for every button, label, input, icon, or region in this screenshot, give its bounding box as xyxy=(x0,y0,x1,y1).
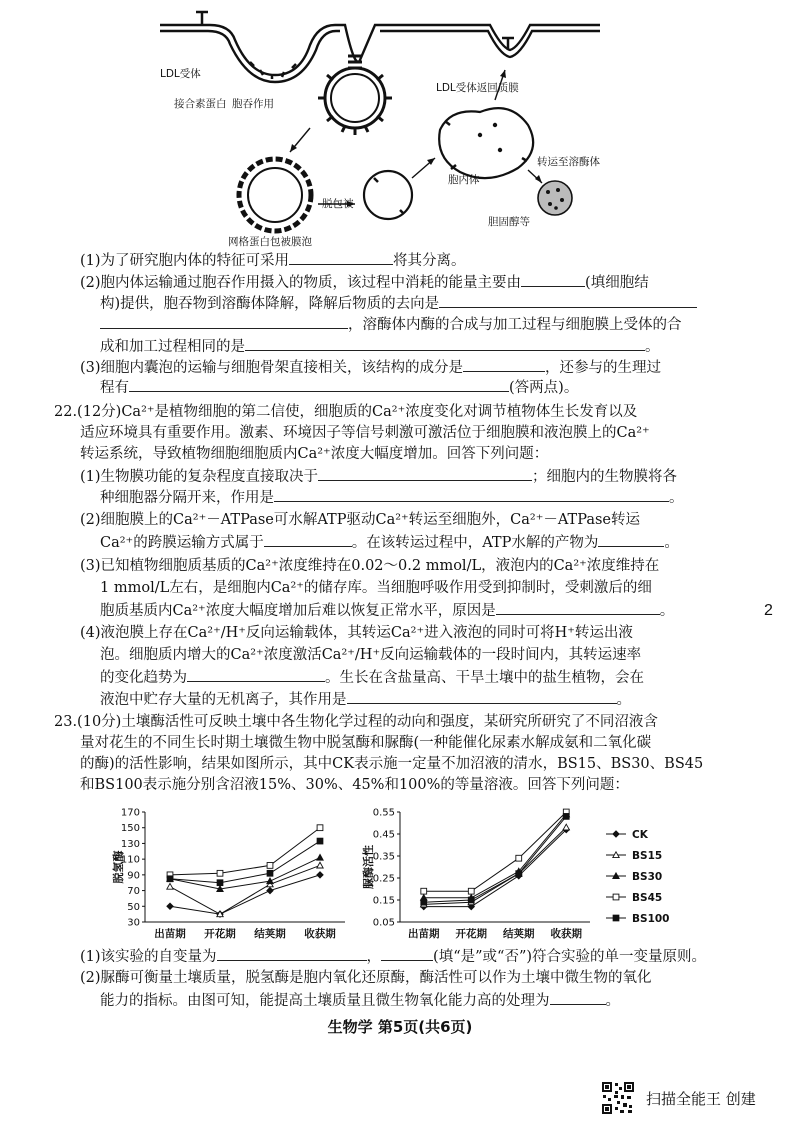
q22-p3a: (3)已知植物细胞质基质的Ca²⁺浓度维持在0.02～0.2 mmol/L，液泡内的Ca²⁺浓度维持在 xyxy=(80,558,660,574)
q22-p2b-mid: 。在该转运过程中，ATP水解的产物为 xyxy=(351,535,599,551)
q23-blank-3[interactable] xyxy=(550,990,606,1005)
q22-blank-6[interactable] xyxy=(187,667,325,682)
q22-blank-5[interactable] xyxy=(496,600,660,615)
q22-blank-7[interactable] xyxy=(347,689,617,704)
q23-blank-1[interactable] xyxy=(217,946,367,961)
q21-p2a: (2)胞内体运输通过胞吞作用摄入的物质，该过程中消耗的能量主要由 xyxy=(80,275,522,291)
chart2-data-point xyxy=(421,899,427,905)
q22-line-1: 22.(12分)Ca²⁺是植物细胞的第二信使，细胞质的Ca²⁺浓度变化对调节植物体生长发育以及 xyxy=(54,404,638,420)
chart1-data-point xyxy=(167,883,173,889)
q21-blank-5[interactable] xyxy=(245,336,645,351)
chart1-x-tick-label: 开花期 xyxy=(204,928,236,940)
q21-p1: (1)为了研究胞内体的特征可采用 xyxy=(80,253,290,269)
chart1-y-tick-label: 90 xyxy=(127,870,140,882)
q22-p3c: 胞质基质内Ca²⁺浓度大幅度增加后难以恢复正常水平，原因是 xyxy=(100,603,496,619)
q23-p1-tail: (填“是”或“否”)符合实验的单一变量原则。 xyxy=(433,949,707,965)
q23-p1: (1)该实验的自变量为 xyxy=(80,949,217,965)
chart1-y-tick-label: 170 xyxy=(120,807,140,819)
q22-p1a: (1)生物膜功能的复杂程度直接取决于 xyxy=(80,469,319,485)
chart1-data-point xyxy=(217,880,223,886)
q21-p3a-tail: ，还参与的生理过 xyxy=(545,360,662,376)
chart1-x-tick-label: 结荚期 xyxy=(254,928,286,940)
chart1-data-point xyxy=(317,854,323,860)
chart2-data-point xyxy=(421,888,427,894)
chart2-series-line xyxy=(424,812,567,891)
q22-p4d: 液泡中贮存大量的无机离子，其作用是 xyxy=(100,692,347,708)
chart1-y-tick-label: 50 xyxy=(127,901,140,913)
brand-label: 扫描全能王 创建 xyxy=(646,1090,756,1108)
q22-line-2: 适应环境具有重要作用。激素、环境因子等信号刺激可激活位于细胞膜和液泡膜上的Ca²⁺ xyxy=(80,425,650,441)
chart2-y-tick-label: 0.25 xyxy=(372,873,395,885)
q21-blank-1[interactable] xyxy=(289,250,393,265)
diagram-drawing xyxy=(150,0,610,250)
q22-p4c: 的变化趋势为 xyxy=(100,670,187,686)
chart1-data-point xyxy=(317,872,323,878)
side-number: 2 xyxy=(764,602,773,619)
label-adaptor: 接合素蛋白 xyxy=(174,98,227,110)
q22-line-3: 转运系统，导致植物细胞细胞质内Ca²⁺浓度大幅度增加。回答下列问题： xyxy=(80,446,549,462)
legend-label: BS15 xyxy=(632,850,663,862)
q22-p1b-tail: 。 xyxy=(669,490,684,506)
q21-p1-tail: 将其分离。 xyxy=(393,253,466,269)
chart2-y-tick-label: 0.45 xyxy=(372,829,395,841)
chart1-data-point xyxy=(317,862,323,868)
label-uncoat: 脱包被 xyxy=(322,198,354,210)
q23-p1-mid: ， xyxy=(366,949,382,965)
chart2-data-point xyxy=(468,897,474,903)
q23-p2a: (2)脲酶可衡量土壤质量，脱氢酶是胞内氧化还原酶，酶活性可以作为土壤中微生物的氧化 xyxy=(80,970,652,986)
chart1-y-tick-label: 130 xyxy=(120,838,140,850)
chart1-x-tick-label: 出苗期 xyxy=(154,928,186,940)
label-clathrin: 网格蛋白包被膜泡 xyxy=(228,236,312,248)
label-endosome: 胞内体 xyxy=(448,174,480,186)
chart2-y-tick-label: 0.05 xyxy=(372,917,395,929)
chart2-y-tick-label: 0.15 xyxy=(372,895,395,907)
chart2-data-point xyxy=(563,824,569,830)
chart2-y-label: 脲酶活性 xyxy=(362,845,375,889)
q23-line-2: 量对花生的不同生长时期土壤微生物中脱氢酶和脲酶(一种能催化尿素水解成氨和二氧化碳 xyxy=(80,735,652,751)
chart1-y-label: 脱氢酶 xyxy=(112,850,125,884)
chart2-data-point xyxy=(468,888,474,894)
q23-line-4: 和BS100表示施分别含沼液15%、30%、45%和100%的等量溶液。回答下列问题： xyxy=(80,777,629,793)
legend-marker xyxy=(613,915,619,921)
q21-p2d-tail: 。 xyxy=(645,339,660,355)
chart1-data-point xyxy=(267,878,273,884)
q23-p2b-tail: 。 xyxy=(605,993,620,1009)
q21-p3b: 程有 xyxy=(100,380,129,396)
legend-label: BS30 xyxy=(632,871,663,883)
q23-p2b: 能力的指标。由图可知，能提高土壤质量且微生物氧化能力高的处理为 xyxy=(100,993,550,1009)
q22-p1a-tail: ；细胞内的生物膜将各 xyxy=(532,469,678,485)
q21-blank-6[interactable] xyxy=(463,357,545,372)
legend-label: BS45 xyxy=(632,892,663,904)
page-footer: 生物学 第5页(共6页) xyxy=(327,1018,473,1036)
chart2-series-line xyxy=(424,827,567,904)
chart1-data-point xyxy=(317,838,323,844)
q21-p2d: 成和加工过程相同的是 xyxy=(100,339,245,355)
q22-p3b: 1 mmol/L左右，是细胞内Ca²⁺的储存库。当细胞呼吸作用受到抑制时，受刺激后的细 xyxy=(100,580,652,596)
label-cholesterol: 胆固醇等 xyxy=(488,216,530,228)
chart2-series-line xyxy=(424,830,567,907)
chart2-series-line xyxy=(424,814,567,898)
label-return: LDL受体返回质膜 xyxy=(436,82,519,94)
enzyme-activity-charts xyxy=(110,800,700,950)
chart1-data-point xyxy=(167,876,173,882)
q22-p2b: Ca²⁺的跨膜运输方式属于 xyxy=(100,535,264,551)
q21-p2a-tail: (填细胞结 xyxy=(585,275,649,291)
chart1-y-tick-label: 150 xyxy=(120,823,140,835)
chart1-data-point xyxy=(267,863,273,869)
q22-p2a: (2)细胞膜上的Ca²⁺－ATPase可水解ATP驱动Ca²⁺转运至细胞外，Ca²⁺－ATPase转运 xyxy=(80,512,641,528)
chart1-data-point xyxy=(317,825,323,831)
q23-line-3: 的酶)的活性影响，结果如图所示，其中CK表示施一定量不加沼液的清水，BS15、BS30、BS45 xyxy=(80,756,704,772)
chart1-data-point xyxy=(267,887,273,893)
q21-blank-7[interactable] xyxy=(129,377,509,392)
legend-label: CK xyxy=(632,829,648,841)
chart1-series-line xyxy=(170,841,320,883)
chart1-x-tick-label: 收获期 xyxy=(304,928,336,940)
endocytosis-diagram xyxy=(150,0,610,250)
q23-line-1: 23.(10分)土壤酶活性可反映土壤中各生物化学过程的动向和强度，某研究所研究了不同沼液含 xyxy=(54,714,658,730)
q22-p3c-tail: 。 xyxy=(659,603,675,619)
q22-blank-2[interactable] xyxy=(274,487,669,502)
q22-blank-3[interactable] xyxy=(264,532,352,547)
q22-p4b: 泡。细胞质内增大的Ca²⁺浓度激活Ca²⁺/H⁺反向运输载体的一段时间内，其转运速率 xyxy=(100,647,642,663)
q21-p2c-tail: ，溶酶体内酶的合成与加工过程与细胞膜上受体的合 xyxy=(348,317,682,333)
label-transport: 转运至溶酶体 xyxy=(537,156,600,168)
chart2-x-tick-label: 结荚期 xyxy=(503,928,535,940)
chart1-y-tick-label: 110 xyxy=(120,854,140,866)
q22-blank-1[interactable] xyxy=(318,466,532,481)
chart1-series-line xyxy=(170,858,320,889)
q22-p2b-tail: 。 xyxy=(664,535,679,551)
chart1-series-line xyxy=(170,865,320,914)
chart2-data-point xyxy=(563,814,569,820)
legend-marker xyxy=(613,894,619,900)
chart1-data-point xyxy=(267,870,273,876)
q21-blank-4[interactable] xyxy=(100,314,348,329)
chart2-y-tick-label: 0.35 xyxy=(372,851,395,863)
chart1-y-tick-label: 30 xyxy=(127,917,140,929)
chart2-x-tick-label: 收获期 xyxy=(550,928,582,940)
chart1-data-point xyxy=(167,903,173,909)
q22-p4d-tail: 。 xyxy=(616,692,631,708)
q21-blank-2[interactable] xyxy=(521,272,585,287)
label-ldl-receptor: LDL受体 xyxy=(160,68,201,80)
q21-blank-3[interactable] xyxy=(439,293,697,308)
label-endocytosis: 胞吞作用 xyxy=(232,98,274,110)
chart2-x-tick-label: 出苗期 xyxy=(408,928,440,940)
q22-p4a: (4)液泡膜上存在Ca²⁺/H⁺反向运输载体，其转运Ca²⁺进入液泡的同时可将H⁺转运出液 xyxy=(80,625,633,641)
q22-p1b: 种细胞器分隔开来，作用是 xyxy=(100,490,274,506)
legend-marker xyxy=(613,831,619,837)
chart1-data-point xyxy=(217,870,223,876)
q21-p3b-tail: (答两点)。 xyxy=(509,380,579,396)
q23-blank-2[interactable] xyxy=(381,946,433,961)
legend-label: BS100 xyxy=(632,913,670,925)
chart2-series-line xyxy=(424,816,567,902)
chart2-x-tick-label: 开花期 xyxy=(455,928,487,940)
chart2-data-point xyxy=(516,855,522,861)
chart2-y-tick-label: 0.55 xyxy=(372,807,395,819)
chart2-data-point xyxy=(516,871,522,877)
q22-blank-4[interactable] xyxy=(598,532,664,547)
q21-p3a: (3)细胞内囊泡的运输与细胞骨架直接相关，该结构的成分是 xyxy=(80,360,464,376)
qr-code-icon xyxy=(601,1081,635,1115)
chart1-y-tick-label: 70 xyxy=(127,886,140,898)
q22-p4c-tail: 。生长在含盐量高、干旱土壤中的盐生植物，会在 xyxy=(325,670,644,686)
q21-p2b: 构)提供，胞吞物到溶酶体降解，降解后物质的去向是 xyxy=(100,296,440,312)
